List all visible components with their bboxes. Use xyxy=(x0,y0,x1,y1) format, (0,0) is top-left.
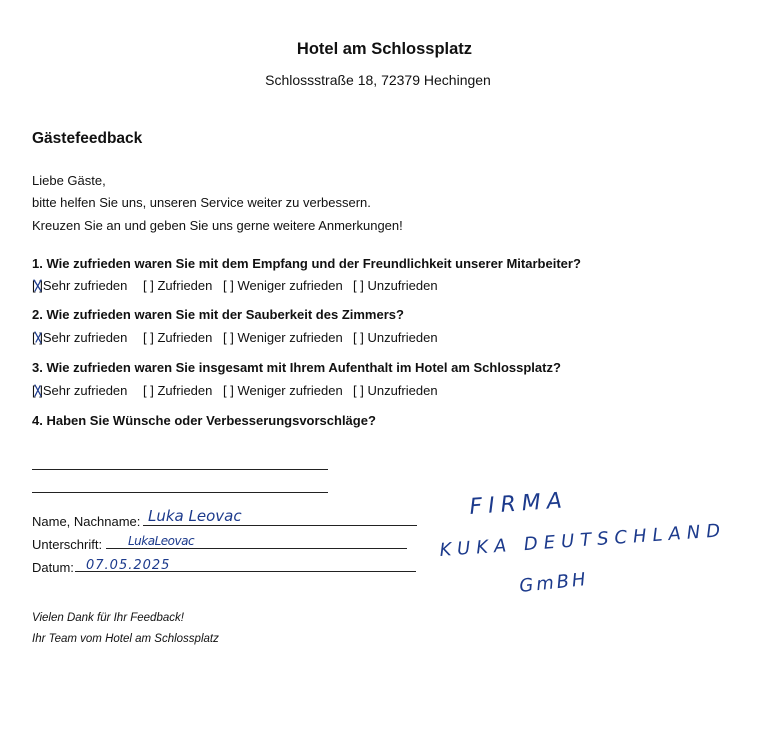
svg-text:Luka Leovac: Luka Leovac xyxy=(148,507,242,525)
q1-option-zufrieden[interactable]: [ ] Zufrieden xyxy=(143,278,213,293)
svg-text:07.05.2025: 07.05.2025 xyxy=(86,558,171,573)
q1-option-unzufrieden[interactable]: [ ] Unzufrieden xyxy=(353,278,438,293)
question-3: 3. Wie zufrieden waren Sie insgesamt mit Ihrem Aufenthalt im Hotel am Schlossplatz? xyxy=(32,360,561,375)
answer-line-1[interactable] xyxy=(32,469,328,470)
svg-text:GmBH: GmBH xyxy=(518,568,590,597)
question-4: 4. Haben Sie Wünsche oder Verbesserungsvorschläge? xyxy=(32,413,376,428)
question-2-options xyxy=(32,330,438,345)
answer-line-2[interactable] xyxy=(32,492,328,493)
checkbox-checked[interactable]: [ ] xyxy=(32,330,43,345)
intro-greeting: Liebe Gäste, xyxy=(32,173,106,188)
date-handwriting xyxy=(86,554,186,574)
svg-text:LukaLeovac: LukaLeovac xyxy=(128,534,195,548)
intro-line-1: bitte helfen Sie uns, unseren Service weiter zu verbessern. xyxy=(32,195,371,210)
q3-option-zufrieden[interactable]: [ ] Zufrieden xyxy=(143,383,213,398)
intro-line-2: Kreuzen Sie an und geben Sie uns gerne weitere Anmerkungen! xyxy=(32,218,403,233)
hotel-name: Hotel am Schlossplatz xyxy=(296,40,473,58)
q2-option-weniger-zufrieden[interactable]: [ ] Weniger zufrieden xyxy=(223,330,343,345)
q2-option-sehr-zufrieden[interactable]: [ ] Sehr zufrieden xyxy=(32,330,128,345)
q3-option-sehr-zufrieden[interactable]: [ ] Sehr zufrieden xyxy=(32,383,128,398)
svg-text:KUKA DEUTSCHLAND: KUKA DEUTSCHLAND xyxy=(438,520,727,561)
q2-option-zufrieden[interactable]: [ ] Zufrieden xyxy=(143,330,213,345)
question-1-options xyxy=(32,278,438,293)
q3-option-unzufrieden[interactable]: [ ] Unzufrieden xyxy=(353,383,438,398)
svg-text:FIRMA: FIRMA xyxy=(468,488,569,520)
q1-option-weniger-zufrieden[interactable]: [ ] Weniger zufrieden xyxy=(223,278,343,293)
team-signoff: Ihr Team vom Hotel am Schlossplatz xyxy=(32,633,219,645)
thanks-line: Vielen Dank für Ihr Feedback! xyxy=(32,612,184,624)
q3-option-weniger-zufrieden[interactable]: [ ] Weniger zufrieden xyxy=(223,383,343,398)
signature-handwriting xyxy=(128,529,228,551)
question-2: 2. Wie zufrieden waren Sie mit der Sauberkeit des Zimmers? xyxy=(32,307,404,322)
question-3-options xyxy=(32,383,438,398)
hotel-address: Schlossstraße 18, 72379 Hechingen xyxy=(265,72,491,88)
signature-label: Unterschrift: xyxy=(32,537,103,552)
q1-option-sehr-zufrieden[interactable]: [ ] Sehr zufrieden xyxy=(32,278,128,293)
handwritten-company-note xyxy=(440,488,740,613)
checkbox-checked[interactable]: [ ] xyxy=(32,278,43,293)
date-label: Datum: xyxy=(32,560,74,575)
name-label: Name, Nachname: xyxy=(32,514,141,529)
q2-option-unzufrieden[interactable]: [ ] Unzufrieden xyxy=(353,330,438,345)
question-1: 1. Wie zufrieden waren Sie mit dem Empfang und der Freundlichkeit unserer Mitarbeiter? xyxy=(32,256,581,271)
name-handwriting xyxy=(148,504,258,526)
form-title: Gästefeedback xyxy=(32,130,143,147)
checkbox-checked[interactable]: [ ] xyxy=(32,383,43,398)
